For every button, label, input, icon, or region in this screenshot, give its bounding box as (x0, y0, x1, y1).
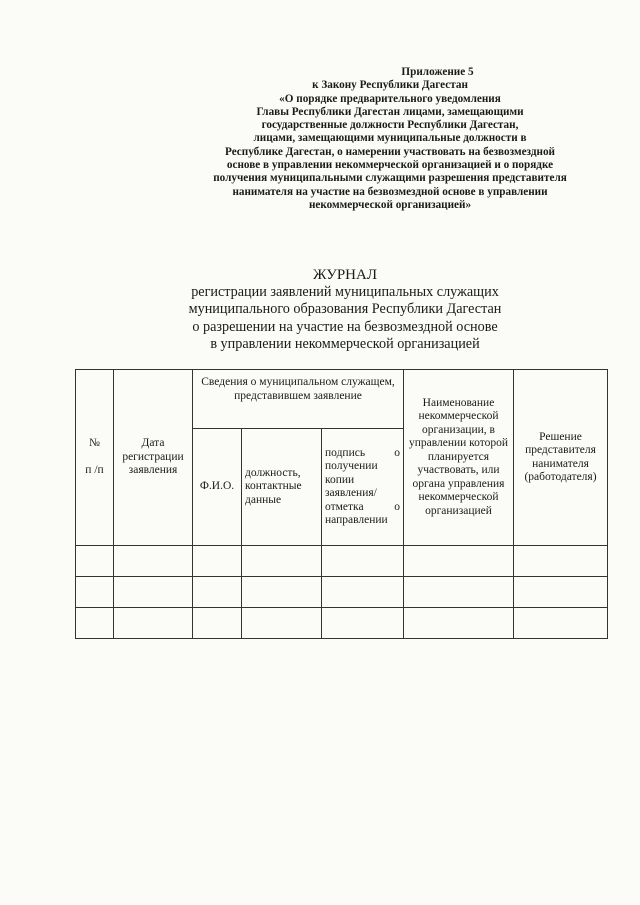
appendix-line: лицами, замещающими муниципальные должности в (253, 132, 527, 145)
table-cell (76, 546, 114, 577)
header-organization-name: Наименование некоммерческой организации, в управлении которой планируется участвовать, или органа управления некоммерческой организацией (404, 370, 514, 546)
table-cell (404, 608, 514, 639)
table-cell (242, 577, 322, 608)
header-position-contacts: должность, контактные данные (242, 429, 322, 546)
table-cell (242, 608, 322, 639)
appendix-line: нанимателя на участие на безвозмездной основе в управлении (232, 185, 548, 198)
registration-journal-table (75, 369, 608, 639)
journal-subtitle (80, 284, 610, 353)
table-cell (193, 546, 242, 577)
appendix-line: основе в управлении некоммерческой организацией и о порядке (226, 159, 554, 172)
table-cell (193, 608, 242, 639)
journal-subtitle-line: муниципального образования Республики Дагестан (188, 301, 502, 318)
appendix-line: получения муниципальными служащими разрешения представителя (213, 172, 567, 185)
appendix-line: Республике Дагестан, о намерении участвовать на безвозмездной (225, 145, 555, 158)
table-cell (404, 546, 514, 577)
header-registration-date: Дата регистрации заявления (114, 370, 193, 546)
header-number: № п /п (76, 370, 114, 546)
journal-subtitle-line: о разрешении на участие на безвозмездной основе (192, 318, 498, 335)
appendix-line: государственные должности Республики Дагестан, (261, 119, 519, 132)
table-cell (322, 577, 404, 608)
journal-subtitle-line: в управлении некоммерческой организацией (210, 335, 480, 352)
appendix-block (150, 66, 630, 212)
appendix-line: некоммерческой организацией» (308, 198, 472, 211)
header-signature-note: подпись о получении копии заявления/ отметка о направлении (322, 429, 404, 546)
table-row (76, 546, 608, 577)
table-row (76, 577, 608, 608)
table-cell (242, 546, 322, 577)
table-cell (514, 608, 608, 639)
table-cell (114, 546, 193, 577)
journal-subtitle-line: регистрации заявлений муниципальных служащих (191, 284, 499, 300)
header-fio: Ф.И.О. (193, 429, 242, 546)
appendix-line: «О порядке предварительного уведомления (279, 92, 501, 105)
table-cell (76, 608, 114, 639)
appendix-line: Главы Республики Дагестан лицами, замещающими (256, 105, 524, 118)
journal-title: ЖУРНАЛ (312, 267, 378, 283)
table-cell (322, 608, 404, 639)
table-cell (514, 546, 608, 577)
table-cell (404, 577, 514, 608)
table-cell (322, 546, 404, 577)
table-cell (514, 577, 608, 608)
table-cell (114, 608, 193, 639)
table-cell (114, 577, 193, 608)
table-cell (76, 577, 114, 608)
appendix-line: Приложение 5 (401, 66, 474, 78)
appendix-line: к Закону Республики Дагестан (312, 79, 468, 92)
table-row (76, 608, 608, 639)
header-decision: Решение представителя нанимателя (работодателя) (514, 370, 608, 546)
table-cell (193, 577, 242, 608)
header-employee-info: Сведения о муниципальном служащем, представившем заявление (193, 370, 404, 429)
